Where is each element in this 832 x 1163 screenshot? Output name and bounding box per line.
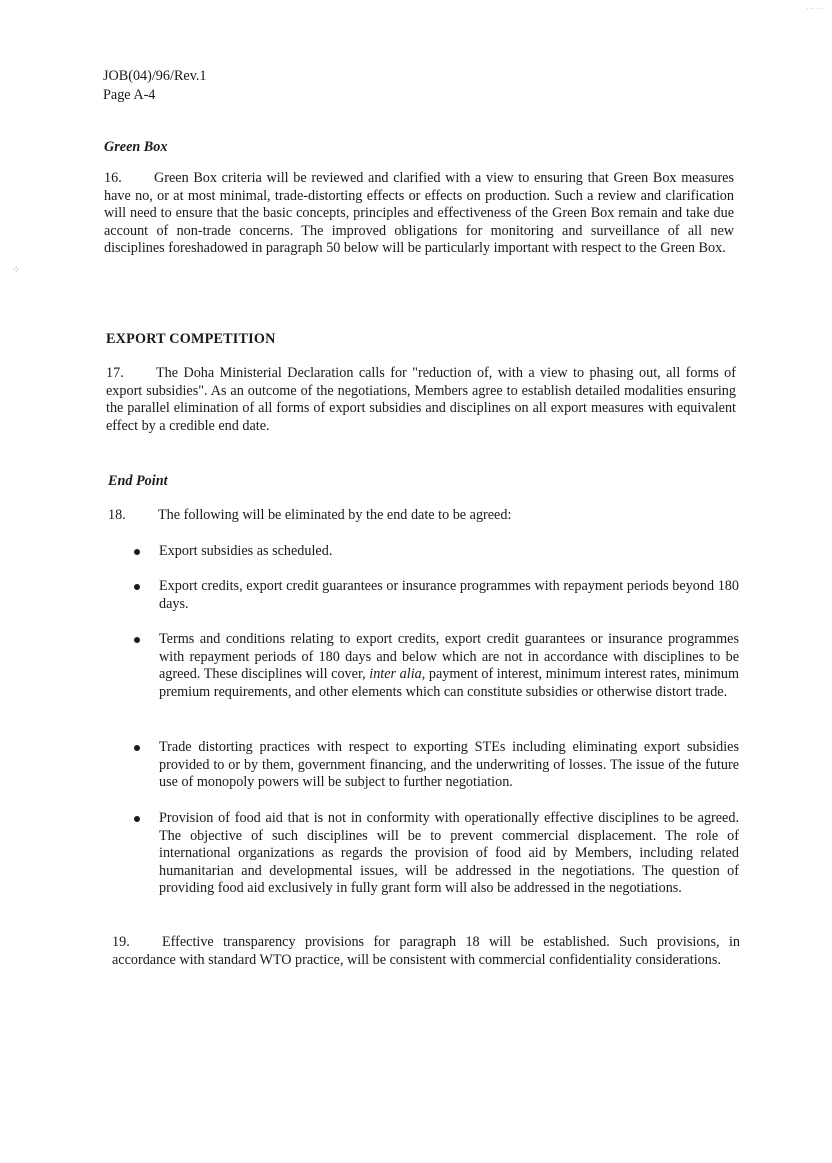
paragraph-number: 17. — [106, 365, 124, 381]
list-item-text: , payment of interest, minimum interest rates, minimum premium requirements, and other elements which can constitute subsidies or otherwise distort trade. — [159, 666, 739, 700]
section-heading-export-competition: EXPORT COMPETITION — [106, 331, 276, 347]
list-item — [159, 543, 739, 561]
scan-speck-icon: ⁘ — [12, 265, 21, 276]
bullet-icon — [134, 637, 140, 643]
list-item-text: Terms and conditions relating to export credits, export credit guarantees or insurance programmes with repayment periods of 180 days and below which are not in accordance with disciplines to be agreed. These disciplines will cover, — [159, 631, 739, 683]
paragraph-18 — [108, 507, 738, 525]
paragraph-16 — [104, 170, 734, 258]
list-item-text: Export subsidies as scheduled. — [159, 543, 333, 559]
paragraph-19 — [112, 934, 740, 969]
paragraph-number: 16. — [104, 170, 122, 186]
paragraph-text: The following will be eliminated by the end date to be agreed: — [158, 507, 512, 523]
list-item-text: Provision of food aid that is not in conformity with operationally effective disciplines to be agreed. The objective of such disciplines will be to prevent commercial displacement. The role of international organizations as regards the provision of food aid by Members, including related humanitarian and developmental issues, will be addressed in the negotiations. The question of providing food aid exclusively in fully grant form will also be addressed in the negotiations. — [159, 810, 739, 897]
list-item-text: Trade distorting practices with respect to exporting STEs including eliminating export subsidies provided to or by them, government financing, and the underwriting of losses. The issue of the future use of monopoly powers will be subject to further negotiation. — [159, 739, 739, 791]
bullet-icon — [134, 816, 140, 822]
section-heading-green-box: Green Box — [104, 139, 168, 155]
list-item — [159, 631, 739, 701]
paragraph-text: Green Box criteria will be reviewed and clarified with a view to ensuring that Green Box measures have no, or at most minimal, trade-distorting effects or effects on production. Such a review and clarification will need to ensure that the basic concepts, principles and effectiveness of the Green Box remain and take due account of non-trade concerns. The improved obligations for monitoring and surveillance of all new disciplines foreshadowed in paragraph 50 below will be particularly important with respect to the Green Box. — [104, 170, 734, 257]
scan-corner-dots-icon: ⋯⋯ — [806, 4, 826, 13]
list-item — [159, 578, 739, 613]
paragraph-text: Effective transparency provisions for paragraph 18 will be established. Such provisions, in accordance with standard WTO practice, will be consistent with commercial confidentiality considerations. — [112, 934, 740, 968]
list-item — [159, 810, 739, 898]
page-header — [103, 67, 207, 105]
bullet-icon — [134, 745, 140, 751]
bullet-icon — [134, 549, 140, 555]
document-symbol: JOB(04)/96/Rev.1 — [103, 68, 207, 84]
list-item-text-italic: inter alia — [369, 666, 422, 683]
paragraph-number: 18. — [108, 507, 126, 523]
list-item — [159, 739, 739, 792]
section-heading-end-point: End Point — [108, 473, 168, 489]
list-item-text: Export credits, export credit guarantees or insurance programmes with repayment periods beyond 180 days. — [159, 578, 739, 612]
bullet-icon — [134, 584, 140, 590]
paragraph-number: 19. — [112, 934, 130, 950]
paragraph-text: The Doha Ministerial Declaration calls for "reduction of, with a view to phasing out, all forms of export subsidies". As an outcome of the negotiations, Members agree to establish detailed modalities ensuring the parallel elimination of all forms of export subsidies and disciplines on all export measures with equivalent effect by a credible end date. — [106, 365, 736, 434]
paragraph-17 — [106, 365, 736, 435]
page-number: Page A-4 — [103, 87, 156, 103]
